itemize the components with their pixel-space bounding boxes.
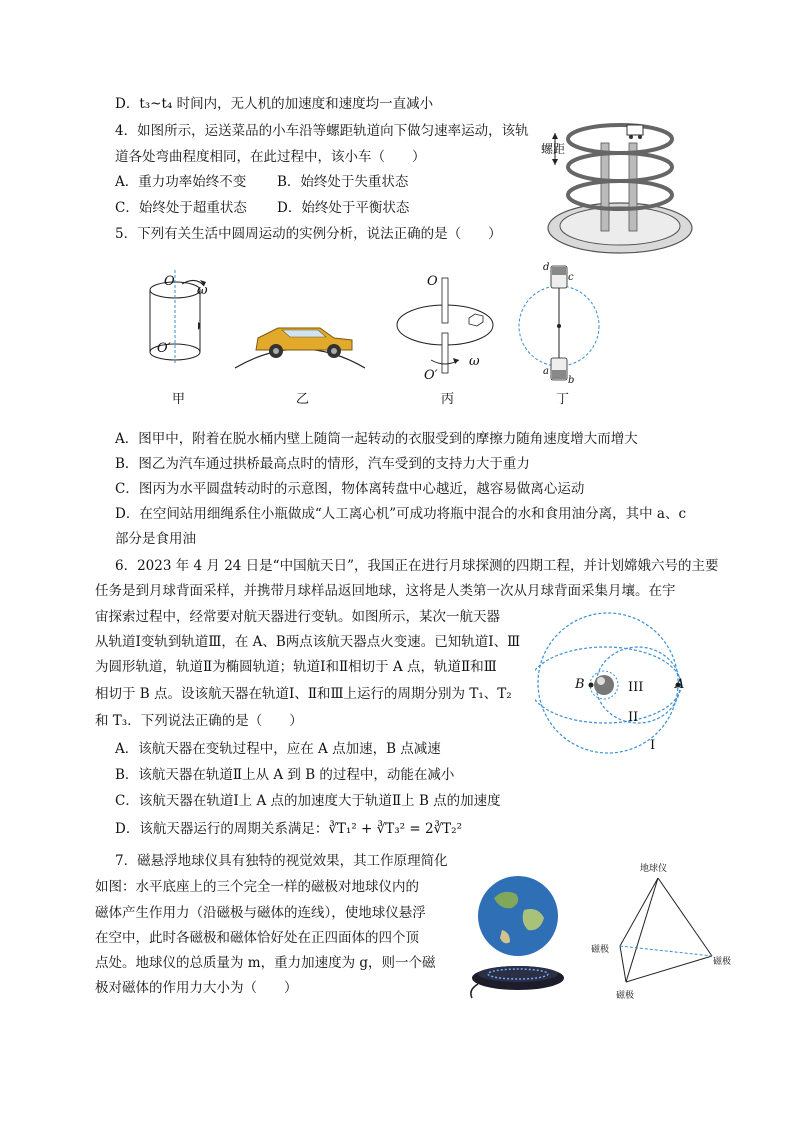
- car-bridge-figure: [230, 310, 370, 370]
- q6-stem-line3: 宙探索过程中，经常要对航天器进行变轨。如图所示，某次一航天器: [95, 609, 500, 625]
- q7-stem-line6: 极对磁体的作用力大小为（ ）: [95, 980, 298, 996]
- q7-stem-line5: 点处。地球仪的总质量为 m，重力加速度为 g，则一个磁: [95, 955, 436, 971]
- bing-axis-O: O: [427, 274, 438, 289]
- q6-option-b: B．该航天器在轨道Ⅱ上从 A 到 B 的过程中，动能在减小: [115, 767, 455, 783]
- pitch-label: 螺距: [541, 142, 566, 156]
- q4-stem-line2: 道各处弯曲程度相同，在此过程中，该小车（ ）: [115, 149, 426, 165]
- spiral-track-figure: [535, 103, 695, 263]
- orbit-figure: [535, 608, 685, 758]
- q6-stem-line1: 6．2023 年 4 月 24 日是“中国航天日”，我国正在进行月球探测的四期工程，并计划嫦娥六号的主要: [115, 558, 719, 574]
- q6-stem-line4: 从轨道Ⅰ变轨到轨道Ⅲ，在 A、B两点该航天器点火变速。已知轨道Ⅰ、Ⅲ: [95, 634, 521, 650]
- q7-stem-line3: 磁体产生作用力（沿磁极与磁体的连线），使地球仪悬浮: [95, 905, 426, 921]
- fig-label-jia: 甲: [172, 392, 186, 407]
- bottle-label-b: b: [568, 375, 575, 386]
- tetra-label-pole-right: 磁极: [713, 957, 732, 967]
- orbit-label-III: III: [628, 680, 644, 695]
- maglev-globe-figure: [468, 870, 588, 1000]
- q6-stem-line7: 和 T₃．下列说法正确的是（ ）: [95, 713, 303, 729]
- q5-option-d-line1: D．在空间站用细绳系住小瓶做成“人工离心机”可成功将瓶中混合的水和食用油分离，其中 a、c: [115, 506, 687, 522]
- q5-option-a: A．图甲中，附着在脱水桶内壁上随筒一起转动的衣服受到的摩擦力随角速度增大而增大: [115, 431, 638, 447]
- tetra-label-pole-bottom: 磁极: [616, 991, 635, 1001]
- orbit-point-A: A: [675, 677, 685, 692]
- bottle-label-d: d: [543, 262, 550, 273]
- tetrahedron-figure: [600, 870, 750, 1000]
- q5-option-c: C．图丙为水平圆盘转动时的示意图，物体离转盘中心越近，越容易做离心运动: [115, 481, 585, 497]
- rotating-disk-figure: [395, 270, 505, 380]
- q4-option-a: A．重力功率始终不变: [115, 174, 247, 190]
- q7-stem-line4: 在空中，此时各磁极和磁体恰好处在正四面体的四个顶: [95, 930, 419, 946]
- q5-option-b: B．图乙为汽车通过拱桥最高点时的情形，汽车受到的支持力大于重力: [115, 456, 530, 472]
- q5-option-d-line2: 部分是食用油: [115, 531, 196, 547]
- q4-stem-line1: 4．如图所示，运送菜品的小车沿等螺距轨道向下做匀速率运动，该轨: [115, 123, 529, 139]
- q4-option-c: C．始终处于超重状态: [115, 200, 247, 216]
- bing-axis-O2: O′: [424, 368, 438, 383]
- space-centrifuge-figure: [515, 262, 605, 392]
- q6-option-a: A．该航天器在变轨过程中，应在 A 点加速，B 点减速: [115, 741, 441, 757]
- q6-option-c: C．该航天器在轨道Ⅰ上 A 点的加速度大于轨道Ⅱ上 B 点的加速度: [115, 793, 501, 809]
- q4-option-d: D．始终处于平衡状态: [277, 200, 410, 216]
- orbit-label-I: I: [650, 738, 656, 753]
- q6-stem-line6: 相切于 B 点。设该航天器在轨道Ⅰ、Ⅱ和Ⅲ上运行的周期分别为 T₁、T₂: [95, 686, 512, 702]
- jia-axis-O: O: [164, 274, 175, 289]
- q3-option-d: D．t₃~t₄ 时间内，无人机的加速度和速度均一直减小: [115, 96, 434, 112]
- orbit-point-B: B: [575, 677, 585, 692]
- q7-stem-line1: 7．磁悬浮地球仪具有独特的视觉效果，其工作原理简化: [115, 853, 448, 869]
- bottle-label-c: c: [568, 272, 574, 283]
- q7-stem-line2: 如图：水平底座上的三个完全一样的磁极对地球仪内的: [95, 879, 419, 895]
- jia-omega: ω: [197, 283, 208, 298]
- bottle-label-a: a: [543, 366, 549, 377]
- q6-stem-line5: 为圆形轨道，轨道Ⅱ为椭圆轨道；轨道Ⅰ和Ⅱ相切于 A 点，轨道Ⅱ和Ⅲ: [95, 659, 497, 675]
- fig-label-ding: 丁: [556, 392, 570, 407]
- q4-option-b: B．始终处于失重状态: [277, 174, 409, 190]
- bing-omega: ω: [469, 354, 480, 369]
- q6-stem-line2: 任务是到月球背面采样，并携带月球样品返回地球，这将是人类第一次从月球背面采集月壤。在宇: [95, 583, 676, 599]
- fig-label-bing: 丙: [441, 392, 455, 407]
- orbit-label-II: II: [628, 710, 639, 725]
- tetra-label-globe: 地球仪: [640, 864, 668, 874]
- jia-axis-O2: O′: [157, 341, 171, 356]
- spin-drum-figure: [140, 270, 230, 370]
- q5-stem: 5．下列有关生活中圆周运动的实例分析，说法正确的是（ ）: [115, 226, 502, 242]
- q6-option-d: D．该航天器运行的周期关系满足：∛T₁² + ∛T₃² = 2∛T₂²: [115, 821, 462, 837]
- fig-label-yi: 乙: [296, 392, 310, 407]
- tetra-label-pole-left: 磁极: [591, 945, 610, 955]
